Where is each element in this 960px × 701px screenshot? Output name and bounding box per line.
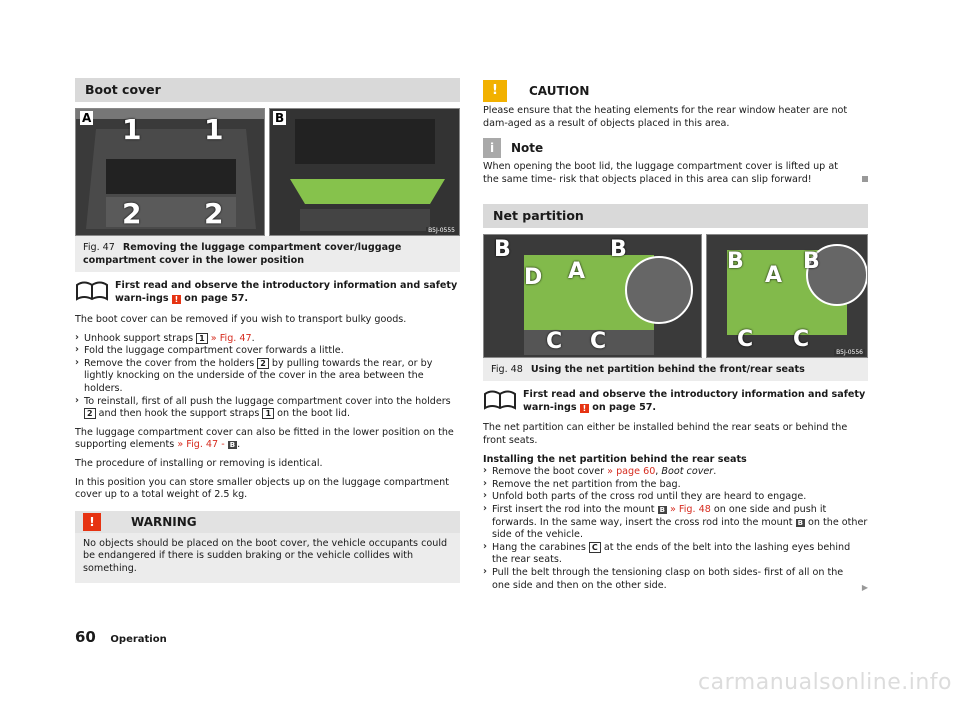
label-b: B — [494, 237, 511, 263]
figure-number: Fig. 48 — [491, 364, 523, 376]
step-text: , — [655, 466, 659, 478]
list-item — [483, 504, 868, 542]
figure-caption-text: Removing the luggage compartment cover/luggage compartment cover in the lower position — [83, 242, 402, 266]
callout-box: 1 — [262, 408, 274, 419]
section-title-boot-cover: Boot cover — [75, 78, 460, 102]
para-text: . — [237, 439, 241, 451]
intro-text: First read and observe the introductory information and safety warn-ings — [115, 280, 458, 304]
list-item: › Pull the belt through the tensioning clasp on both sides- first of all on the one side and then on the other side. — [483, 567, 868, 592]
caution-title: CAUTION — [529, 84, 590, 98]
list-item — [483, 466, 868, 479]
figure-caption-text: Using the net partition behind the front/rear seats — [530, 364, 805, 376]
list-item — [75, 396, 460, 421]
label-d: D — [524, 265, 543, 291]
warning-title: WARNING — [131, 514, 197, 529]
callout-1-left: 1 — [122, 113, 142, 146]
info-icon: i — [483, 138, 501, 158]
figure-47-caption — [75, 236, 460, 272]
figure-47-panel-a — [75, 108, 265, 236]
step-text: Remove the boot cover — [492, 466, 605, 478]
paragraph: The boot cover can be removed if you wish to transport bulky goods. — [75, 314, 407, 325]
callout-2-left: 2 — [122, 197, 142, 230]
section-title-net-partition: Net partition — [483, 204, 868, 228]
paragraph: The net partition can either be installed behind the rear seats or behind the front seats. — [483, 422, 848, 446]
warning-ref-icon: ! — [580, 404, 589, 413]
note-container — [483, 161, 868, 186]
label-a: A — [568, 259, 586, 285]
footer-section: Operation — [110, 634, 167, 645]
intro-notice — [75, 279, 460, 305]
intro-text: First read and observe the introductory information and safety warn-ings — [523, 389, 866, 414]
paragraph — [75, 427, 460, 452]
warning-body: No objects should be placed on the boot cover, the vehicle occupants could be endangered if there is sudden braking or the vehicle collides with something. — [83, 537, 448, 574]
callout-box: C — [589, 542, 601, 553]
figure-47 — [75, 108, 460, 236]
panel-b-letter: B — [275, 111, 285, 125]
callout-box: 2 — [84, 408, 96, 419]
page-footer — [75, 628, 167, 646]
list-item — [75, 358, 460, 396]
callout-box: 2 — [257, 358, 269, 369]
caution-icon: ! — [483, 80, 507, 102]
figure-link[interactable]: » Fig. 48 — [670, 503, 711, 515]
step-text: on the other side of the vehicle. — [492, 516, 868, 541]
label-c: C — [590, 329, 607, 355]
label-c: C — [737, 327, 754, 353]
step-text: by pulling towards the rear, or by lightly knocking on the underside of the cover in the area between the holders. — [84, 357, 433, 394]
step-text: Boot cover — [661, 466, 714, 478]
right-column — [483, 80, 868, 592]
figure-48-caption — [483, 358, 868, 381]
callout-box: B — [659, 505, 665, 514]
boot-open-photo — [76, 109, 265, 236]
step-text: Unhook support straps — [84, 332, 194, 344]
open-book-icon — [75, 279, 109, 303]
step-text: on one side and push it forwards. In the same way, insert the cross rod into the mount — [492, 503, 827, 528]
end-mark-icon — [862, 176, 868, 182]
label-c: C — [793, 327, 810, 353]
note-header — [483, 138, 868, 158]
label-b: B — [610, 237, 627, 263]
callout-2-right: 2 — [204, 197, 224, 230]
step-text: . — [251, 332, 255, 344]
warning-header — [75, 511, 460, 533]
page-link[interactable]: » page 60 — [607, 466, 656, 478]
continue-arrow-icon: ▶ — [861, 583, 868, 593]
figure-link[interactable]: » Fig. 47 - — [177, 439, 225, 451]
intro-page-ref: on page 57. — [592, 402, 657, 414]
page-number: 60 — [75, 628, 96, 646]
step-text: Fold the luggage compartment cover forwards a little. — [84, 345, 344, 357]
label-a: A — [765, 263, 783, 289]
step-text: To reinstall, first of all push the luggage compartment cover into the holders — [84, 395, 451, 407]
intro-page-ref: on page 57. — [184, 293, 249, 304]
step-text: . — [713, 466, 717, 478]
caution-body: Please ensure that the heating elements for the rear window heater are not dam-aged as a result of objects placed in this area. — [483, 105, 848, 129]
figure-link[interactable]: » Fig. 47 — [210, 332, 252, 344]
step-text: First insert the rod into the mount — [492, 503, 655, 515]
callout-box: 1 — [196, 333, 208, 344]
label-b: B — [727, 249, 744, 275]
note-title: Note — [511, 141, 544, 156]
list-item — [75, 345, 460, 358]
step-text: Remove the cover from the holders — [84, 357, 255, 369]
list-item: › Remove the net partition from the bag. — [483, 479, 868, 492]
paragraph: The procedure of installing or removing is identical. — [75, 457, 323, 469]
note-body: When opening the boot lid, the luggage compartment cover is lifted up at the same time- risk that objects placed in this area can slip forward! — [483, 161, 838, 185]
warning-box — [75, 511, 460, 583]
step-text: Hang the carabines — [492, 541, 586, 553]
list-item — [75, 333, 460, 346]
open-book-icon — [483, 388, 517, 412]
step-text: and then hook the support straps — [98, 408, 260, 420]
callout-1-right: 1 — [204, 113, 224, 146]
label-b: B — [803, 249, 820, 275]
callout-box: B — [797, 518, 803, 527]
list-item: › Unfold both parts of the cross rod until they are heard to engage. — [483, 491, 868, 504]
figure-number: Fig. 47 — [83, 242, 115, 253]
panel-a-letter: A — [82, 111, 92, 125]
boot-lower-photo — [270, 109, 460, 236]
image-code: B5J-0556 — [836, 349, 863, 357]
step-text: at the ends of the belt into the lashing eyes behind the rear seats. — [492, 541, 851, 566]
figure-48 — [483, 234, 868, 358]
figure-48-panel-right — [706, 234, 868, 358]
image-code: B5J-0555 — [428, 227, 455, 234]
paragraph: In this position you can store smaller objects up on the luggage compartment cover up to a total weight of 2.5 kg. — [75, 476, 450, 501]
steps-list — [483, 466, 868, 592]
figure-47-panel-b — [269, 108, 460, 236]
caution-header — [483, 80, 868, 102]
para-text: The luggage compartment cover can also be fitted in the lower position on the supporting elements — [75, 426, 454, 451]
warning-icon: ! — [83, 513, 101, 531]
left-column — [75, 78, 460, 583]
warning-ref-icon: ! — [172, 295, 181, 304]
intro-notice — [483, 388, 868, 414]
list-item — [483, 542, 868, 567]
watermark: carmanualsonline.info — [698, 670, 952, 695]
label-c: C — [546, 329, 563, 355]
sub-heading: Installing the net partition behind the rear seats — [483, 453, 747, 465]
figure-48-panel-left — [483, 234, 702, 358]
callout-box: B — [229, 441, 236, 450]
steps-list — [75, 333, 460, 421]
step-text: on the boot lid. — [277, 408, 350, 420]
